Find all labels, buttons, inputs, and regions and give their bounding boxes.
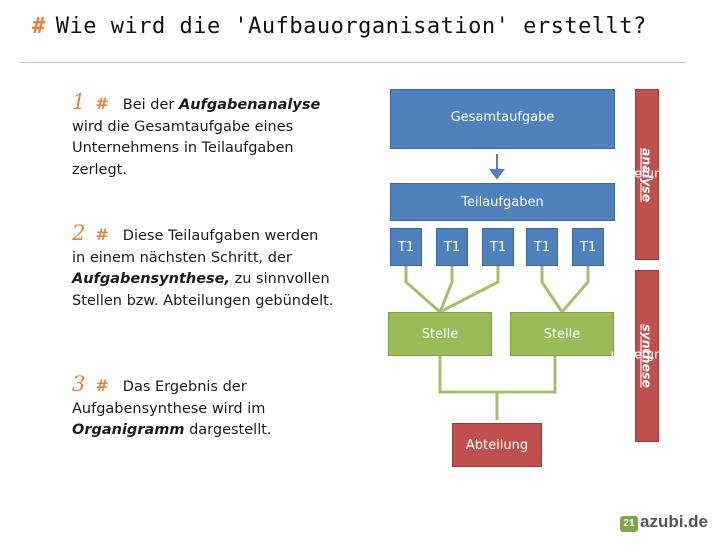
- box-stelle-1: Stelle: [388, 312, 492, 356]
- step-1-body: wird die Gesamtaufgabe eines Unternehmens in Teilaufgaben zerlegt.: [72, 118, 294, 178]
- connector-t1-4-stelle-2: [542, 266, 562, 312]
- side-label-aufgabenanalyse: [611, 89, 683, 260]
- step-2-text-c: zu sinnvollen Stellen bzw. Abteilungen gebündelt.: [72, 271, 334, 309]
- azubi-logo: [620, 512, 708, 532]
- step-1-hash: #: [95, 94, 109, 113]
- connector-t1-1-stelle-1: [406, 266, 440, 312]
- box-t1-2: T1: [436, 228, 468, 266]
- title-hash: #: [32, 14, 46, 39]
- step-3-hash: #: [95, 376, 109, 395]
- step-3-number: 3: [72, 372, 86, 396]
- side-label-aufgabensynthese: [611, 270, 683, 442]
- box-t1-3: T1: [482, 228, 514, 266]
- step-2-term: Aufgabensynthese,: [72, 271, 231, 287]
- connector-t1-5-stelle-2: [562, 266, 588, 312]
- logo-badge: 21: [620, 516, 638, 532]
- side-label-aufgabensynthese-text: 2.Aufgaben synthese: [611, 324, 683, 388]
- logo-text: azubi.de: [639, 512, 708, 531]
- step-1-term: Aufgabenanalyse: [178, 97, 321, 113]
- box-t1-4: T1: [526, 228, 558, 266]
- step-1-number: 1: [72, 90, 86, 114]
- step-3-text-a: Das Ergebnis der: [122, 379, 247, 395]
- step-1-text-a: Bei der: [122, 97, 179, 113]
- box-stelle-2: Stelle: [510, 312, 614, 356]
- arrow-down: [491, 154, 503, 178]
- box-abteilung: Abteilung: [452, 423, 542, 467]
- box-t1-1: T1: [390, 228, 422, 266]
- step-2-text-b: in einem nächsten Schritt, der: [72, 249, 292, 266]
- box-teilaufgaben: Teilaufgaben: [390, 183, 615, 221]
- box-gesamtaufgabe: Gesamtaufgabe: [390, 89, 615, 149]
- box-t1-5: T1: [572, 228, 604, 266]
- step-2-number: 2: [72, 221, 86, 245]
- step-2-text-a: Diese Teilaufgaben werden: [122, 228, 319, 244]
- step-3-text-b: Aufgabensynthese wird im: [72, 400, 266, 417]
- connector-stellen-abteilung: [440, 356, 555, 420]
- step-3-text-c: dargestellt.: [184, 422, 272, 438]
- title-text: Wie wird die 'Aufbauorganisation' erstellt?: [55, 14, 647, 39]
- step-2-hash: #: [95, 225, 109, 244]
- step-3-term: Organigramm: [72, 422, 185, 438]
- side-label-aufgabenanalyse-text: 1.Aufgaben analyse: [611, 147, 683, 202]
